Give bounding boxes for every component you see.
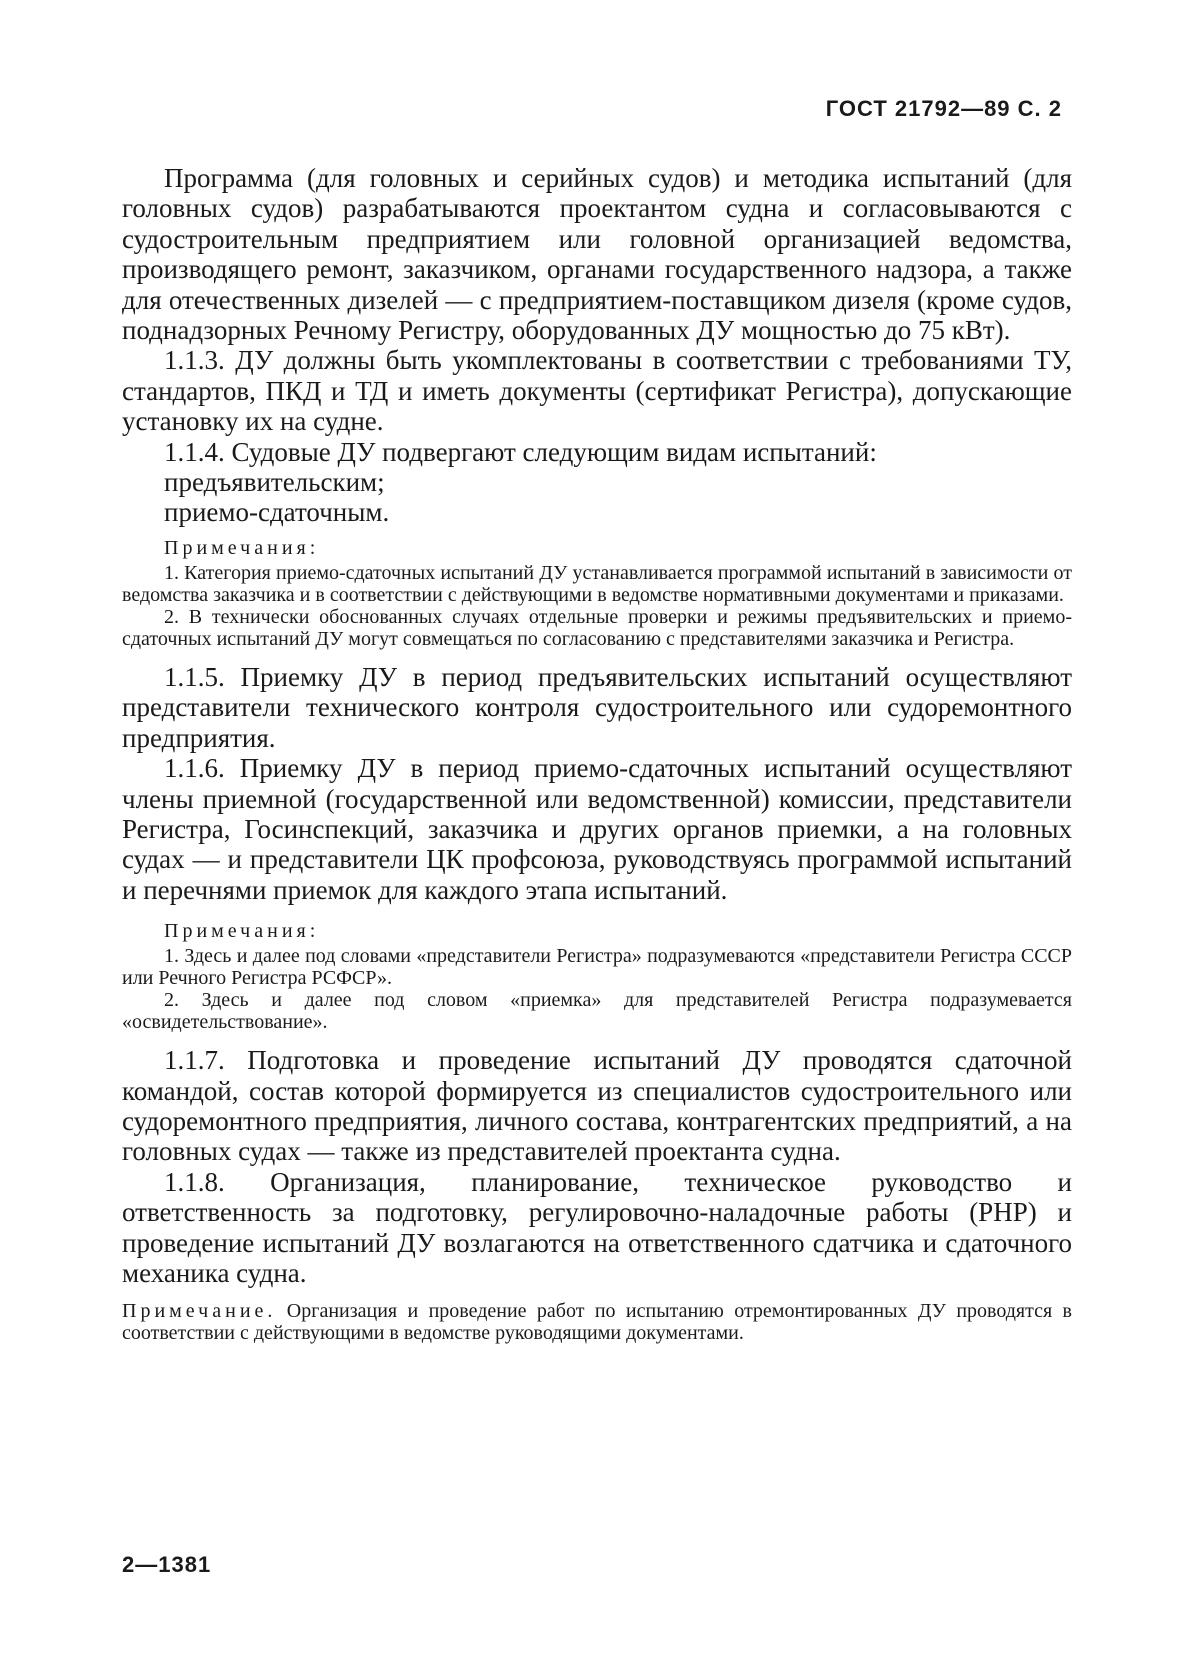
paragraph-1-1-5: 1.1.5. Приемку ДУ в период предъявительских испытаний осуществляют представители технического контроля судостроительного или судоремонтного предприятия. <box>122 661 1072 753</box>
final-note <box>122 1300 1072 1344</box>
list-item-predyavitelskim: предъявительским; <box>164 467 385 498</box>
list-item-priemo-sdatochnym: приемо-сдаточным. <box>164 497 390 528</box>
note-2-2: 2. Здесь и далее под словом «приемка» для представителей Регистра подразумевается «освидетельствование». <box>122 989 1072 1034</box>
paragraph-1-1-7: 1.1.7. Подготовка и проведение испытаний ДУ проводятся сдаточной командой, состав которой формируется из специалистов судостроительного или судоремонтного предприятия, личного состава, контрагентских предприятий, а на головных судах — также из представителей проектанта судна. <box>122 1045 1072 1167</box>
final-note-label: Примечание. <box>122 1300 277 1323</box>
paragraph-program: Программа (для головных и серийных судов) и методика испытаний (для головных судов) разрабатываются проектантом судна и согласовываются с судостроительным предприятием или головной организацией ведомства, производящего ремонт, заказчиком, органами государственного надзора, а также для отечественных дизелей — с предприятием-поставщиком дизеля (кроме судов, поднадзорных Речному Регистру, оборудованных ДУ мощностью до 75 кВт). <box>122 163 1072 346</box>
note-1-1: 1. Категория приемо-сдаточных испытаний ДУ устанавливается программой испытаний в зависимости от ведомства заказчика и в соответствии с действующими в ведомстве нормативными документами и приказами. <box>122 561 1072 606</box>
paragraph-1-1-3: 1.1.3. ДУ должны быть укомплектованы в соответствии с требованиями ТУ, стандартов, ПКД и ТД и иметь документы (сертификат Регистра), допускающие установку их на судне. <box>122 345 1072 437</box>
notes-heading-1: Примечания: <box>164 536 320 559</box>
note-1-2: 2. В технически обоснованных случаях отдельные проверки и режимы предъявительских и приемо-сдаточных испытаний ДУ могут совмещаться по согласованию с представителями заказчика и Регистра. <box>122 605 1072 650</box>
notes-heading-2: Примечания: <box>164 920 320 943</box>
paragraph-1-1-6: 1.1.6. Приемку ДУ в период приемо-сдаточных испытаний осуществляют члены приемной (государственной или ведомственной) комиссии, представители Регистра, Госинспекций, заказчика и других органов приемки, а на головных судах — и представители ЦК профсоюза, руководствуясь программой испытаний и перечнями приемок для каждого этапа испытаний. <box>122 753 1072 905</box>
final-note-text: Организация и проведение работ по испытанию отремонтированных ДУ проводятся в соответствии с действующими в ведомстве руководящими документами. <box>122 1300 1073 1345</box>
document-body <box>122 163 1072 1344</box>
page-header: ГОСТ 21792—89 С. 2 <box>825 96 1062 121</box>
note-2-1: 1. Здесь и далее под словами «представители Регистра» подразумеваются «представители Регистра СССР или Речного Регистра РСФСР». <box>122 945 1072 990</box>
paragraph-1-1-4: 1.1.4. Судовые ДУ подвергают следующим видам испытаний: <box>164 436 877 467</box>
page-footer-code: 2—1381 <box>122 1552 212 1577</box>
paragraph-1-1-8: 1.1.8. Организация, планирование, техническое руководство и ответственность за подготовку, регулировочно-наладочные работы (РНР) и проведение испытаний ДУ возлагаются на ответственного сдатчика и сдаточного механика судна. <box>122 1166 1072 1288</box>
